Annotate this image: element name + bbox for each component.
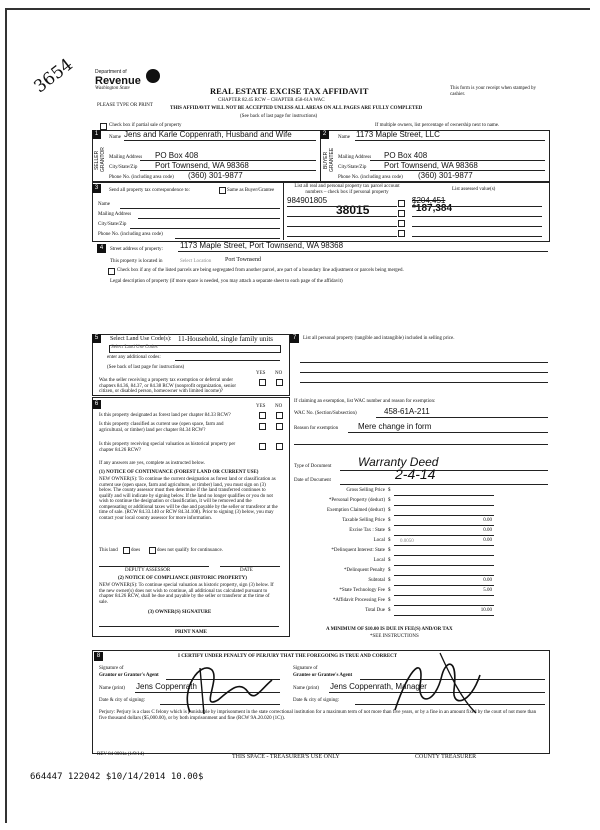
assessed-old: $204,451 [412, 196, 446, 205]
s3-phone-label: Phone No. (including area code) [98, 232, 163, 237]
does-label: does [131, 548, 141, 553]
s5-no-header: NO [275, 371, 283, 376]
seller-name[interactable]: Jens and Karle Coppenrath, Husband and Wife [124, 130, 292, 139]
county-treasurer: COUNTY TREASURER [415, 754, 477, 760]
s6-yes-header: YES [256, 404, 266, 409]
buyer-city-label: City/State/Zip [338, 165, 367, 170]
same-as-buyer-checkbox[interactable] [219, 187, 226, 194]
rev-number: REV 84 0001a (1/9/14) [97, 752, 144, 757]
assessed-new[interactable]: *187,384 [412, 203, 453, 214]
land-does-label: This land [99, 548, 118, 553]
land-use-label: Select Land Use Code(s): [110, 336, 172, 342]
s5-question: Was the seller receiving a property tax exemption or deferral under chapters 84.36, 84.37, or 84.38 RCW (nonprofit organization, senior citizen, or disabled person, homeowner with limited income)? [99, 378, 237, 394]
form-title: REAL ESTATE EXCISE TAX AFFIDAVIT [210, 86, 369, 96]
street-address[interactable]: 1173 Maple Street, Port Townsend, WA 98368 [180, 241, 344, 250]
section-3-badge: 3 [92, 184, 101, 193]
located-label: This property is located in [110, 259, 163, 264]
s6-q2-yes[interactable] [259, 423, 266, 430]
seller-name-label: Name [109, 135, 121, 140]
grantee-name-label: Name (print) [293, 686, 319, 691]
s5-see-back: (See back of last page for instructions) [107, 365, 185, 370]
tax-row-value[interactable]: 5.00 [483, 588, 492, 593]
deputy-date: DATE [240, 568, 253, 573]
section-2-badge: 2 [320, 130, 329, 139]
tax-row-label: Excise Tax : State [349, 528, 385, 533]
s6-q2-no[interactable] [276, 423, 283, 430]
buyer-phone[interactable]: (360) 301-9877 [418, 171, 473, 180]
please-type: PLEASE TYPE OR PRINT [97, 103, 153, 108]
tax-row-label: *Delinquent Penalty [344, 568, 385, 573]
footer-stamp: 664447 122042 $10/14/2014 10.00$ [30, 772, 204, 782]
s3-city-label: City/State/Zip [98, 222, 127, 227]
minimum-note: A MINIMUM OF $10.00 IS DUE IN FEE(S) AND/OR TAX [326, 627, 453, 632]
seller-phone[interactable]: (360) 301-9877 [188, 171, 243, 180]
tax-row-label: Local [373, 538, 385, 543]
segregated-label: Check box if any of the listed parcels are being segregated from another parcel, are part of a boundary line adjustment or parcels being merged. [117, 268, 404, 273]
doc-date-value[interactable]: 2-4-14 [395, 466, 436, 482]
tax-row-currency: $ [388, 558, 391, 563]
notice2-title: (2) NOTICE OF COMPLIANCE (HISTORIC PROPERTY) [118, 576, 247, 581]
buyer-name[interactable]: 1173 Maple Street, LLC [356, 130, 440, 139]
tax-row-label: Total Due [365, 608, 385, 613]
tax-row-value[interactable]: 0.00 [483, 538, 492, 543]
certify-statement: I CERTIFY UNDER PENALTY OF PERJURY THAT THE FOREGOING IS TRUE AND CORRECT [178, 654, 398, 659]
grantee-agent-label: Grantee or Grantee's Agent [293, 673, 353, 678]
grantor-sig-label: Signature of [99, 666, 124, 671]
grantee-sig-label: Signature of [293, 666, 318, 671]
tax-row-value[interactable]: 0.00 [483, 528, 492, 533]
segregated-checkbox[interactable] [108, 268, 115, 275]
section-7-badge: 7 [290, 334, 299, 343]
seller-mailing-label: Mailing Address [109, 155, 143, 160]
perjury-notice: Perjury: Perjury is a class C felony which is punishable by imprisonment in the state correctional institution for a maximum term of not more than five years, or by a fine in an amount fixed by the court of not more than five thousand dollars ($5,000.00), or by both imprisonment and fine (RCW 9A.20.020 (1C)). [99, 710, 537, 721]
exemption-claim-label: If claiming an exemption, list WAC number and reason for exemption: [294, 399, 436, 404]
seller-city[interactable]: Port Townsend, WA 98368 [155, 161, 249, 170]
s6-q1-no[interactable] [276, 412, 283, 419]
notice1-body: NEW OWNER(S): To continue the current designation as forest land or classification as current use (open space, farm and agriculture, or timber) land, you must sign on (3) below. The county assessor must then determine if the land transferred continues to qualify and will indicate by signing below. If the land no longer qualifies or you do not wish to continue the designation or classification, it will be removed and the compensating or additional taxes will be due and payable by the seller or transferor at the time of sale. (RCW 84.33.140 or RCW 84.34.108). Prior to signing (3) below, you may contact your local county assessor for more information. [99, 477, 278, 521]
tax-row-label: *State Technology Fee [339, 588, 385, 593]
parcel-stamp-number: 38015 [336, 203, 370, 217]
buyer-name-label: Name [338, 135, 350, 140]
grantee-signature-icon [380, 645, 495, 720]
parcel-number[interactable]: 984901805 [287, 196, 328, 205]
seller-phone-label: Phone No. (including area code) [109, 175, 174, 180]
s6-q2: Is this property classified as current use (open space, farm and agricultural, or timber) land per chapter 84.34 RCW? [99, 422, 224, 433]
same-as-buyer-label: Same as Buyer/Grantee [227, 188, 275, 193]
tax-row-currency: $ [388, 518, 391, 523]
grantee-name[interactable]: Jens Coppenrath, Manager [330, 682, 427, 691]
tax-row-label: Subtotal [368, 578, 385, 583]
grantor-date-label: Date & city of signing: [99, 698, 146, 703]
form-warning: THIS AFFIDAVIT WILL NOT BE ACCEPTED UNLESS ALL AREAS ON ALL PAGES ARE FULLY COMPLETED [170, 106, 423, 111]
seller-mailing[interactable]: PO Box 408 [155, 151, 199, 160]
s3-name-label: Name [98, 202, 110, 207]
tax-row-currency: $ [388, 608, 391, 613]
tax-row-currency: $ [388, 568, 391, 573]
tax-row-currency: $ [388, 578, 391, 583]
partial-sale-checkbox[interactable] [100, 123, 107, 130]
buyer-phone-label: Phone No. (including area code) [338, 175, 403, 180]
treasurer-only: THIS SPACE - TREASURER'S USE ONLY [232, 754, 340, 760]
street-label: Street address of property: [110, 247, 163, 252]
additional-codes-label: enter any additional codes: [107, 355, 161, 360]
s6-if-yes: If any answers are yes, complete as instructed below. [99, 461, 206, 466]
tax-row-currency: $ [388, 488, 391, 493]
tax-row-label: *Personal Property (deduct) [328, 498, 385, 503]
buyer-side-label: BUYER GRANTEE [323, 147, 335, 173]
tax-row-currency: $ [388, 498, 391, 503]
section-5-badge: 5 [92, 334, 101, 343]
notice1-title: (1) NOTICE OF CONTINUANCE (FOREST LAND OR CURRENT USE) [99, 470, 259, 475]
personal-prop-checkbox-3[interactable] [398, 220, 405, 227]
agency-line2: Revenue [95, 74, 141, 87]
reason-value[interactable]: Mere change in form [358, 422, 432, 431]
agency-logo [95, 70, 141, 91]
personal-property-label: List all personal property (tangible and intangible) included in selling price. [303, 336, 455, 341]
see-instructions: *SEE INSTRUCTIONS [370, 634, 419, 639]
personal-prop-checkbox-4[interactable] [398, 230, 405, 237]
doc-type-label: Type of Document [294, 464, 332, 469]
form-chapter: CHAPTER 82.45 RCW – CHAPTER 458-61A WAC [218, 98, 325, 103]
receipt-note: This form is your receipt when stamped by cashier. [450, 86, 536, 97]
doc-date-label: Date of Document [294, 478, 331, 483]
wac-label: WAC No. (Section/Subsection) [294, 411, 357, 416]
tax-row-value[interactable]: 10.00 [480, 608, 492, 613]
s6-q3: Is this property receiving special valuation as historical property per chapter 84.26 RCW? [99, 442, 236, 453]
partial-sale-label: Check box if partial sale of property [109, 123, 182, 128]
land-use-value[interactable]: 11-Household, single family units [178, 335, 274, 343]
grantor-agent-label: Grantor or Grantor's Agent [99, 673, 159, 678]
does-not-checkbox[interactable] [149, 547, 156, 554]
personal-prop-checkbox-2[interactable] [398, 210, 405, 217]
buyer-city[interactable]: Port Townsend, WA 98368 [384, 161, 478, 170]
tax-row-label: Gross Selling Price [346, 488, 385, 493]
tax-row-currency: $ [388, 528, 391, 533]
tax-row-label: *Delinquent Interest: State [331, 548, 385, 553]
tax-row-label: Local [373, 558, 385, 563]
wac-number[interactable]: 458-61A-211 [384, 407, 430, 416]
s6-no-header: NO [275, 404, 283, 409]
s5-yes-header: YES [256, 371, 266, 376]
legal-description-label: Legal description of property (if more space is needed, you may attach a separate sheet to each page of the affidavit) [110, 279, 343, 284]
s6-q3-no[interactable] [276, 443, 283, 450]
form-see-back: (See back of last page for instructions) [240, 114, 318, 119]
agency-line3: Washington State [95, 85, 130, 91]
agency-seal-icon [146, 69, 160, 83]
tax-row-label: Exemption Claimed (deduct) [326, 508, 385, 513]
tax-row-currency: $ [388, 588, 391, 593]
buyer-mailing-label: Mailing Address [338, 155, 372, 160]
s3-mailing-label: Mailing Address [98, 212, 132, 217]
tax-row-label: *Affidavit Processing Fee [332, 598, 385, 603]
owner-signature-label: (3) OWNER(S) SIGNATURE [148, 610, 212, 615]
s6-q1: Is this property designated as forest land per chapter 84.33 RCW? [99, 413, 231, 418]
s6-q3-yes[interactable] [259, 443, 266, 450]
tax-row-label: Taxable Selling Price [342, 518, 385, 523]
tax-calculation-table [290, 488, 550, 618]
land-use-select-text: Select Land Use Codes [111, 345, 158, 350]
located-select[interactable]: Select Location [180, 259, 212, 264]
grantor-name[interactable]: Jens Coppenrath [136, 682, 197, 691]
notice2-body: NEW OWNER(S): To continue special valuation as historic property, sign (3) below. If the new owner(s) does not wish to continue, all additional tax calculated pursuant to chapter 84.26 RCW, shall be due and payable by the seller or transferor at the time of sale. [99, 583, 274, 605]
corner-note: 3654 [30, 54, 77, 98]
seller-city-label: City/State/Zip [109, 165, 138, 170]
tax-row-currency: $ [388, 548, 391, 553]
scan-edge-left [5, 8, 7, 823]
section-4-badge: 4 [97, 244, 106, 253]
section-6-badge: 6 [92, 400, 101, 409]
grantor-name-label: Name (print) [99, 686, 125, 691]
grantee-date-label: Date & city of signing: [293, 698, 340, 703]
parcel-header: List all real and personal property tax parcel account numbers – check box if personal property [294, 184, 400, 195]
doc-type-value[interactable]: Warranty Deed [358, 455, 439, 469]
scan-edge-top [5, 8, 590, 10]
local-rate: 0.0050 [400, 539, 414, 544]
buyer-mailing[interactable]: PO Box 408 [384, 151, 428, 160]
tax-row-currency: $ [388, 598, 391, 603]
tax-row-value[interactable]: 0.00 [483, 518, 492, 523]
s5-no-checkbox[interactable] [276, 379, 283, 386]
deputy-assessor: DEPUTY ASSESSOR [125, 568, 171, 573]
s5-yes-checkbox[interactable] [259, 379, 266, 386]
reason-label: Reason for exemption [294, 426, 339, 431]
tax-row-currency: $ [388, 538, 391, 543]
s6-q1-yes[interactable] [259, 412, 266, 419]
does-checkbox[interactable] [123, 547, 130, 554]
tax-row-value[interactable]: 0.00 [483, 578, 492, 583]
section-1-badge: 1 [92, 130, 101, 139]
multiple-owners-note: If multiple owners, list percentage of ownership next to name. [375, 123, 500, 128]
print-name-label: PRINT NAME [175, 630, 207, 635]
agency-line1: Department of [95, 69, 127, 75]
send-to-label: Send all property tax correspondence to: [109, 188, 190, 193]
located-value: Port Townsend [225, 257, 261, 263]
assessed-header: List assessed value(s) [452, 187, 496, 192]
does-not-label: does not qualify for continuance. [157, 548, 223, 553]
personal-prop-checkbox-1[interactable] [398, 200, 405, 207]
tax-row-currency: $ [388, 508, 391, 513]
section-8-badge: 8 [94, 652, 103, 661]
seller-side-label: SELLER GRANTOR [94, 147, 106, 173]
